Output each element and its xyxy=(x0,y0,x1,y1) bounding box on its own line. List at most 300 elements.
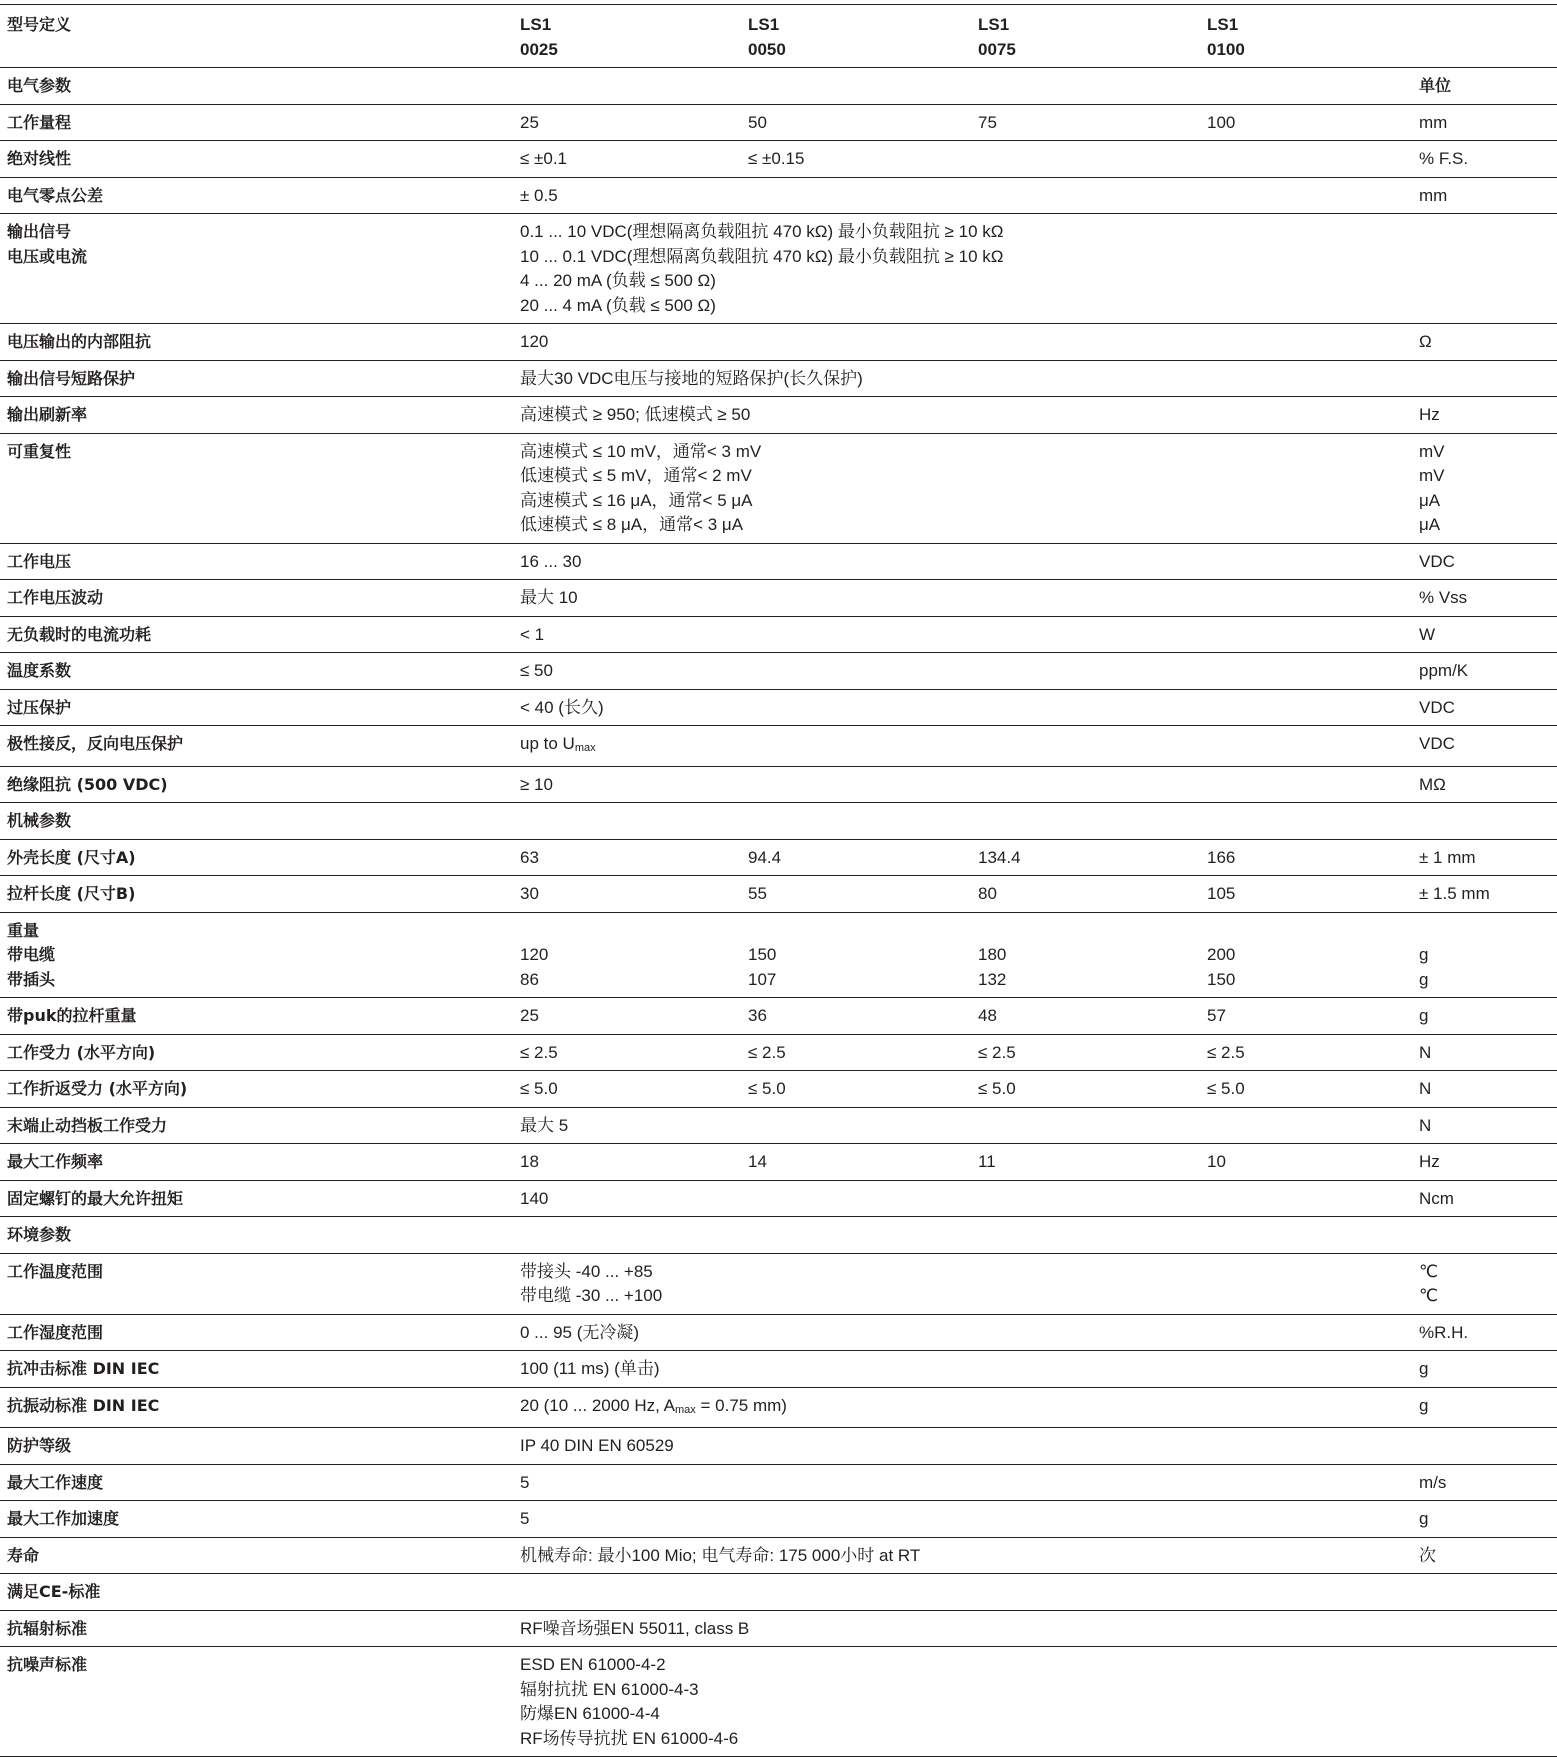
value: RF场传导抗扰 EN 61000-4-6 xyxy=(520,1728,739,1748)
model-number: 0100 xyxy=(1207,39,1245,59)
value: ≤ 5.0 xyxy=(748,1079,786,1098)
unit-cell xyxy=(1412,1610,1557,1647)
unit-cell xyxy=(1412,1464,1557,1501)
model-series: LS1 xyxy=(748,15,780,34)
value: ≤ 2.5 xyxy=(520,1042,558,1062)
value: 14 xyxy=(748,1152,767,1171)
value: 带接头 -40 ... +85 xyxy=(520,1261,653,1281)
unit-cell xyxy=(1412,876,1557,913)
value: ± 0.5 xyxy=(520,185,558,205)
unit-cell xyxy=(1412,1144,1557,1181)
row-label-line: 工作电压 xyxy=(7,551,72,571)
spec-row xyxy=(0,104,1557,141)
row-label xyxy=(0,1351,513,1388)
value-span-cell xyxy=(513,1647,1412,1757)
value-span-cell xyxy=(513,360,1412,397)
unit-cell xyxy=(1412,104,1557,141)
unit: VDC xyxy=(1419,551,1455,571)
row-label xyxy=(0,1428,513,1465)
row-label xyxy=(0,68,513,105)
unit-cell xyxy=(1412,1351,1557,1388)
value-cell xyxy=(741,1034,971,1071)
row-label xyxy=(0,726,513,767)
value: 高速模式 ≤ 16 μA，通常< 5 μA xyxy=(520,490,753,510)
spec-row xyxy=(0,998,1557,1035)
unit-cell xyxy=(1412,580,1557,617)
row-label-line: 工作温度范围 xyxy=(7,1261,104,1281)
row-label xyxy=(0,580,513,617)
row-label-line: 工作折返受力 (水平方向) xyxy=(7,1079,188,1098)
value-cell xyxy=(971,998,1200,1035)
value-subscript: max xyxy=(574,742,596,754)
value-span-cell xyxy=(513,653,1412,690)
value: 94.4 xyxy=(748,847,782,867)
row-label xyxy=(0,616,513,653)
row-label xyxy=(0,1610,513,1647)
value-cell xyxy=(741,141,971,178)
unit-cell xyxy=(1412,1428,1557,1465)
unit: N xyxy=(1419,1115,1432,1135)
unit: Ω xyxy=(1419,332,1432,351)
row-label-line: 工作电压波动 xyxy=(7,588,104,607)
model-0075 xyxy=(971,5,1200,68)
unit: μA xyxy=(1419,515,1441,534)
row-label xyxy=(0,104,513,141)
value: 50 xyxy=(748,112,767,132)
unit-cell xyxy=(1412,1107,1557,1144)
unit-cell xyxy=(1412,141,1557,178)
value: ≤ 5.0 xyxy=(1207,1079,1245,1098)
unit: MΩ xyxy=(1419,774,1446,794)
unit: g xyxy=(1419,969,1429,989)
value-span-cell xyxy=(513,68,1412,105)
header-row xyxy=(0,5,1557,68)
value: ≤ 2.5 xyxy=(978,1042,1016,1062)
value-span-cell xyxy=(513,1428,1412,1465)
value: 25 xyxy=(520,112,539,132)
value: 132 xyxy=(978,969,1007,989)
unit: N xyxy=(1419,1042,1432,1062)
unit-cell xyxy=(1412,803,1557,840)
spec-row xyxy=(0,689,1557,726)
row-label xyxy=(0,1071,513,1108)
unit-cell xyxy=(1412,766,1557,803)
unit: 单位 xyxy=(1419,76,1452,95)
value-text: 20 (10 ... 2000 Hz, A xyxy=(520,1395,675,1415)
row-label-line: 工作湿度范围 xyxy=(7,1322,104,1342)
unit-cell xyxy=(1412,726,1557,767)
section-row xyxy=(0,1217,1557,1254)
section-row xyxy=(0,1574,1557,1611)
spec-table xyxy=(0,4,1557,1757)
value-span-cell xyxy=(513,726,1412,767)
value: RF噪音场强EN 55011, class B xyxy=(520,1618,750,1638)
value: 5 xyxy=(520,1509,530,1528)
model-series: LS1 xyxy=(1207,15,1239,34)
value: 86 xyxy=(520,969,539,989)
row-label xyxy=(0,803,513,840)
row-label-line: 固定螺钉的最大允许扭矩 xyxy=(7,1188,184,1208)
unit-cell xyxy=(1412,1217,1557,1254)
value-span-cell xyxy=(513,766,1412,803)
value-span-cell xyxy=(513,433,1412,543)
value-cell xyxy=(741,839,971,876)
value-cell xyxy=(513,839,741,876)
value: 120 xyxy=(520,945,549,964)
row-label-line: 带电缆 xyxy=(7,945,56,964)
value: 134.4 xyxy=(978,847,1021,867)
row-label xyxy=(0,1464,513,1501)
value: ≤ ±0.1 xyxy=(520,149,568,168)
model-0025 xyxy=(513,5,741,68)
row-label-line: 电压或电流 xyxy=(7,246,88,266)
spec-row xyxy=(0,1501,1557,1538)
row-label xyxy=(0,1217,513,1254)
unit-cell xyxy=(1412,653,1557,690)
unit: N xyxy=(1419,1079,1432,1098)
value-span-cell xyxy=(513,1253,1412,1314)
value: 10 xyxy=(1207,1152,1226,1171)
value: 75 xyxy=(978,112,997,132)
spec-row xyxy=(0,1464,1557,1501)
unit: Hz xyxy=(1419,405,1440,424)
value: 48 xyxy=(978,1006,997,1025)
row-label-line: 最大工作加速度 xyxy=(7,1509,120,1528)
value: 150 xyxy=(748,945,777,964)
value-span-cell xyxy=(513,1387,1412,1428)
row-label-line: 末端止动挡板工作受力 xyxy=(7,1115,168,1135)
row-label xyxy=(0,1180,513,1217)
value-cell xyxy=(513,1144,741,1181)
unit: m/s xyxy=(1419,1472,1447,1492)
spec-row xyxy=(0,360,1557,397)
value: 107 xyxy=(748,969,777,989)
unit: 次 xyxy=(1419,1545,1436,1565)
value: 最大 5 xyxy=(520,1115,569,1135)
value: 5 xyxy=(520,1472,530,1492)
value-cell xyxy=(741,876,971,913)
value: 57 xyxy=(1207,1006,1226,1025)
value xyxy=(748,919,971,944)
unit-cell xyxy=(1412,397,1557,434)
unit-cell xyxy=(1412,68,1557,105)
unit: mm xyxy=(1419,112,1448,132)
value: ≤ 5.0 xyxy=(520,1079,558,1098)
row-label-line: 最大工作速度 xyxy=(7,1472,104,1492)
value-span-cell xyxy=(513,616,1412,653)
row-label xyxy=(0,998,513,1035)
value: 最大 10 xyxy=(520,588,578,607)
row-label xyxy=(0,1537,513,1574)
spec-row xyxy=(0,141,1557,178)
spec-row xyxy=(0,912,1557,998)
value: 36 xyxy=(748,1006,767,1025)
value-cell xyxy=(513,1071,741,1108)
value-cell xyxy=(513,876,741,913)
unit: mm xyxy=(1419,185,1448,205)
value-cell xyxy=(513,141,741,178)
value-span-cell xyxy=(513,543,1412,580)
unit: VDC xyxy=(1419,734,1455,753)
unit-cell xyxy=(1412,324,1557,361)
spec-row xyxy=(0,1034,1557,1071)
spec-row xyxy=(0,1071,1557,1108)
value-cell xyxy=(1200,998,1412,1035)
row-label xyxy=(0,1574,513,1611)
unit-cell xyxy=(1412,1387,1557,1428)
unit-cell xyxy=(1412,1314,1557,1351)
value xyxy=(520,732,1412,761)
value: 10 ... 0.1 VDC(理想隔离负载阻抗 470 kΩ) 最小负载阻抗 ≥ 10 kΩ xyxy=(520,246,1004,266)
row-label xyxy=(0,177,513,214)
row-label xyxy=(0,1314,513,1351)
value-cell xyxy=(513,1034,741,1071)
value: 100 (11 ms) (单击) xyxy=(520,1359,660,1378)
row-label xyxy=(0,1501,513,1538)
row-label xyxy=(0,1034,513,1071)
unit-cell xyxy=(1412,1253,1557,1314)
value: 高速模式 ≤ 10 mV，通常< 3 mV xyxy=(520,441,762,461)
row-label-line: 绝对线性 xyxy=(7,149,72,168)
value: 180 xyxy=(978,945,1007,964)
spec-row xyxy=(0,1647,1557,1757)
value-span-cell xyxy=(513,1501,1412,1538)
model-0050 xyxy=(741,5,971,68)
unit: mV xyxy=(1419,466,1445,485)
spec-row xyxy=(0,1351,1557,1388)
value-span-cell xyxy=(513,1314,1412,1351)
value xyxy=(520,1394,1412,1423)
value: 150 xyxy=(1207,969,1236,989)
unit-cell xyxy=(1412,360,1557,397)
section-row xyxy=(0,68,1557,105)
row-label xyxy=(0,766,513,803)
unit: ppm/K xyxy=(1419,661,1469,680)
row-label xyxy=(0,1387,513,1428)
unit: VDC xyxy=(1419,697,1455,717)
value-subscript: max xyxy=(674,1403,696,1416)
value: 16 ... 30 xyxy=(520,551,582,571)
value: < 1 xyxy=(520,624,545,644)
value-cell xyxy=(971,1071,1200,1108)
value: 20 ... 4 mA (负载 ≤ 500 Ω) xyxy=(520,295,716,315)
spec-row xyxy=(0,766,1557,803)
unit-cell xyxy=(1412,839,1557,876)
unit-cell xyxy=(1412,998,1557,1035)
value-span-cell xyxy=(513,689,1412,726)
unit: g xyxy=(1419,1395,1429,1415)
spec-row xyxy=(0,653,1557,690)
value: 低速模式 ≤ 8 μA，通常< 3 μA xyxy=(520,515,744,534)
spec-row xyxy=(0,1144,1557,1181)
spec-row xyxy=(0,1537,1557,1574)
value-cell xyxy=(1200,104,1412,141)
value-cell xyxy=(741,104,971,141)
row-label xyxy=(0,1647,513,1757)
value-span-cell xyxy=(513,1537,1412,1574)
spec-row xyxy=(0,324,1557,361)
spec-row xyxy=(0,839,1557,876)
value-cell xyxy=(741,1071,971,1108)
spec-row xyxy=(0,1180,1557,1217)
value: 200 xyxy=(1207,945,1236,964)
unit: Hz xyxy=(1419,1152,1440,1171)
value-span-cell xyxy=(513,1574,1412,1611)
value xyxy=(1207,919,1412,944)
spec-row xyxy=(0,1610,1557,1647)
value: ≤ 50 xyxy=(520,661,553,680)
spec-row xyxy=(0,1253,1557,1314)
value-cell xyxy=(971,141,1200,178)
row-label-line: 输出信号 xyxy=(7,222,72,241)
model-number: 0025 xyxy=(520,39,558,59)
row-label xyxy=(0,360,513,397)
value-cell xyxy=(1200,839,1412,876)
row-label-line: 带插头 xyxy=(7,969,56,989)
header-unit-cell xyxy=(1412,5,1557,68)
value: 105 xyxy=(1207,884,1236,903)
row-label-line: 抗振动标准 DIN IEC xyxy=(7,1395,160,1415)
row-label xyxy=(0,912,513,998)
unit-cell xyxy=(1412,689,1557,726)
row-label-line: 抗辐射标准 xyxy=(7,1618,88,1638)
unit-cell xyxy=(1412,1647,1557,1757)
row-label xyxy=(0,1144,513,1181)
value-span-cell xyxy=(513,397,1412,434)
value-span-cell xyxy=(513,580,1412,617)
unit-cell xyxy=(1412,912,1557,998)
unit-cell xyxy=(1412,1034,1557,1071)
spec-row xyxy=(0,214,1557,324)
value: 80 xyxy=(978,884,997,903)
value-cell xyxy=(741,1144,971,1181)
unit-cell xyxy=(1412,1501,1557,1538)
spec-row xyxy=(0,876,1557,913)
spec-row xyxy=(0,397,1557,434)
value: 120 xyxy=(520,332,549,351)
value: 55 xyxy=(748,884,767,903)
value: 18 xyxy=(520,1152,539,1171)
value: 63 xyxy=(520,847,539,867)
spec-row xyxy=(0,1107,1557,1144)
row-label xyxy=(0,433,513,543)
value: 0.1 ... 10 VDC(理想隔离负载阻抗 470 kΩ) 最小负载阻抗 ≥ 10 kΩ xyxy=(520,222,1004,241)
value-cell xyxy=(971,1034,1200,1071)
unit: % F.S. xyxy=(1419,149,1469,168)
spec-row xyxy=(0,1387,1557,1428)
spec-row xyxy=(0,580,1557,617)
row-label-line: 环境参数 xyxy=(7,1225,72,1244)
value: 4 ... 20 mA (负载 ≤ 500 Ω) xyxy=(520,271,716,290)
unit-cell xyxy=(1412,1574,1557,1611)
unit-cell xyxy=(1412,1537,1557,1574)
row-label-line: 防护等级 xyxy=(7,1436,72,1455)
row-label-line: 过压保护 xyxy=(7,697,72,717)
row-label xyxy=(0,876,513,913)
row-label-line: 电气零点公差 xyxy=(7,185,104,205)
row-label xyxy=(0,1107,513,1144)
spec-row xyxy=(0,616,1557,653)
value-span-cell xyxy=(513,177,1412,214)
value-cell xyxy=(971,876,1200,913)
value-cell xyxy=(971,1144,1200,1181)
model-series: LS1 xyxy=(520,15,552,34)
row-label-line: 拉杆长度 (尺寸B) xyxy=(7,884,136,903)
value: ≤ 2.5 xyxy=(1207,1042,1245,1062)
row-label xyxy=(0,214,513,324)
value xyxy=(978,919,1200,944)
model-definition-label: 型号定义 xyxy=(0,5,513,68)
row-label-line: 抗冲击标准 DIN IEC xyxy=(7,1359,160,1378)
value: 140 xyxy=(520,1188,549,1208)
row-label-line: 温度系数 xyxy=(7,661,72,680)
value: 辐射抗扰 EN 61000-4-3 xyxy=(520,1679,699,1699)
unit: W xyxy=(1419,624,1436,644)
value xyxy=(520,919,741,944)
unit: Ncm xyxy=(1419,1188,1454,1208)
value-cell xyxy=(1200,1071,1412,1108)
row-label-line: 满足CE-标准 xyxy=(7,1582,101,1601)
model-0100 xyxy=(1200,5,1412,68)
unit-cell xyxy=(1412,433,1557,543)
value: 100 xyxy=(1207,112,1236,132)
row-label xyxy=(0,839,513,876)
value: 11 xyxy=(978,1152,996,1171)
value-cell xyxy=(513,998,741,1035)
unit: ± 1.5 mm xyxy=(1419,884,1490,903)
row-label-line: 最大工作频率 xyxy=(7,1152,104,1171)
row-label-line: 外壳长度 (尺寸A) xyxy=(7,847,136,867)
value-text: up to U xyxy=(520,734,575,753)
value: 25 xyxy=(520,1006,539,1025)
unit: g xyxy=(1419,1359,1429,1378)
unit: g xyxy=(1419,945,1429,964)
value-cell xyxy=(1200,876,1412,913)
row-label-line: 工作量程 xyxy=(7,112,72,132)
value-cell xyxy=(1200,1034,1412,1071)
value-span-cell xyxy=(513,1217,1412,1254)
row-label-line: 带puk的拉杆重量 xyxy=(7,1006,137,1025)
value: 30 xyxy=(520,884,539,903)
row-label xyxy=(0,653,513,690)
row-label-line: 可重复性 xyxy=(7,441,72,461)
row-label-line: 输出刷新率 xyxy=(7,405,88,424)
value-cell xyxy=(741,998,971,1035)
row-label-line: 极性接反，反向电压保护 xyxy=(7,734,184,753)
unit-cell xyxy=(1412,214,1557,324)
row-label-line: 绝缘阻抗 (500 VDC) xyxy=(7,774,168,794)
value-cell xyxy=(971,839,1200,876)
unit xyxy=(1419,919,1557,944)
row-label xyxy=(0,324,513,361)
value-cell xyxy=(1200,1144,1412,1181)
row-label-line: 机械参数 xyxy=(7,811,72,830)
value: 最大30 VDC电压与接地的短路保护(长久保护) xyxy=(520,368,863,388)
row-label-line: 重量 xyxy=(7,920,40,940)
value: ≥ 10 xyxy=(520,774,553,794)
value-span-cell xyxy=(513,1610,1412,1647)
row-label xyxy=(0,141,513,178)
unit-cell xyxy=(1412,1071,1557,1108)
unit: mV xyxy=(1419,441,1445,461)
unit: ± 1 mm xyxy=(1419,847,1476,867)
section-row xyxy=(0,803,1557,840)
unit-cell xyxy=(1412,616,1557,653)
model-number: 0050 xyxy=(748,39,786,59)
value-cell xyxy=(741,912,971,998)
value: 防爆EN 61000-4-4 xyxy=(520,1704,660,1723)
row-label-line: 无负载时的电流功耗 xyxy=(7,624,152,644)
